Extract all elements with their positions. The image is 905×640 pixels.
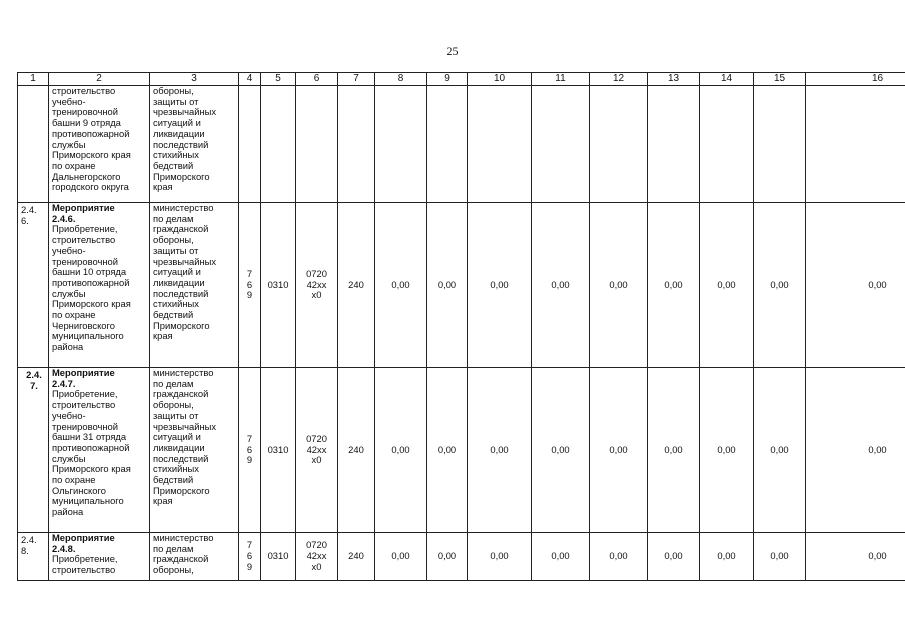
column-header-2: 2 bbox=[49, 73, 150, 86]
value-cell bbox=[532, 86, 590, 203]
value-cell bbox=[700, 533, 754, 581]
section-code bbox=[261, 368, 296, 533]
value-cell bbox=[427, 533, 468, 581]
executor bbox=[150, 368, 239, 533]
value-cell bbox=[700, 368, 754, 533]
row-code-text: 2.4. 8. bbox=[21, 534, 37, 556]
value-cell-text: 0,00 bbox=[664, 278, 683, 290]
value-cell-text: 0,00 bbox=[609, 550, 628, 562]
column-header-9: 9 bbox=[427, 73, 468, 86]
value-cell bbox=[806, 203, 905, 368]
executor-text: министерство по делам гражданской обороны, защиты от чрезвычайных ситуаций и ликвидации последствий стихийных бедствий Приморского края bbox=[153, 367, 217, 507]
value-cell-text: 0,00 bbox=[437, 550, 457, 562]
measure-text: Приобретение, строительство учебно- тренировочной башни 31 отряда противопожарной службы Приморского края по охране Ольгинского муниципального района bbox=[52, 388, 131, 518]
value-cell bbox=[590, 86, 648, 203]
value-cell bbox=[468, 203, 532, 368]
measure-description bbox=[49, 86, 150, 203]
row-code bbox=[18, 368, 49, 533]
measure-title: Мероприятие 2.4.6. bbox=[52, 202, 115, 224]
value-cell-text: 0,00 bbox=[490, 443, 509, 455]
value-cell-text: 0,00 bbox=[664, 443, 683, 455]
column-header-12: 12 bbox=[590, 73, 648, 86]
target-article-code bbox=[296, 368, 338, 533]
value-cell bbox=[375, 368, 427, 533]
value-cell-text: 0,00 bbox=[717, 278, 736, 290]
value-cell bbox=[700, 86, 754, 203]
value-cell bbox=[754, 86, 806, 203]
value-cell bbox=[700, 203, 754, 368]
value-cell bbox=[427, 368, 468, 533]
column-header-10: 10 bbox=[468, 73, 532, 86]
column-header-13: 13 bbox=[648, 73, 700, 86]
value-cell-text: 0,00 bbox=[609, 278, 628, 290]
grbs-code bbox=[239, 533, 261, 581]
section-code bbox=[261, 203, 296, 368]
value-cell-text: 0,00 bbox=[391, 278, 410, 290]
value-cell-text: 0,00 bbox=[437, 443, 457, 455]
value-cell bbox=[806, 533, 905, 581]
value-cell bbox=[590, 533, 648, 581]
value-cell bbox=[375, 533, 427, 581]
value-cell bbox=[375, 86, 427, 203]
value-cell bbox=[648, 203, 700, 368]
expense-type-code-text: 240 bbox=[348, 443, 364, 455]
value-cell-text: 0,00 bbox=[717, 550, 736, 562]
section-code bbox=[261, 533, 296, 581]
row-code bbox=[18, 86, 49, 203]
measure-description bbox=[49, 533, 150, 581]
value-cell bbox=[754, 203, 806, 368]
value-cell bbox=[427, 203, 468, 368]
target-article-code-text: 0720 42хх х0 bbox=[306, 267, 327, 301]
grbs-code bbox=[239, 368, 261, 533]
target-article-code-text: 0720 42хх х0 bbox=[306, 539, 327, 572]
target-article-code bbox=[296, 533, 338, 581]
executor-text: министерство по делам гражданской обороны, защиты от чрезвычайных ситуаций и ликвидации последствий стихийных бедствий Приморского края bbox=[153, 202, 217, 342]
column-header-7: 7 bbox=[338, 73, 375, 86]
target-article-code bbox=[296, 86, 338, 203]
expense-type-code bbox=[338, 86, 375, 203]
value-cell bbox=[468, 368, 532, 533]
column-header-11: 11 bbox=[532, 73, 590, 86]
grbs-code-text: 7 6 9 bbox=[246, 267, 253, 301]
header-row bbox=[18, 73, 905, 86]
executor-text: обороны, защиты от чрезвычайных ситуаций и ликвидации последствий стихийных бедствий Приморского края bbox=[153, 85, 217, 193]
row-code-text: 2.4. 6. bbox=[21, 204, 37, 226]
value-cell bbox=[468, 86, 532, 203]
expense-type-code bbox=[338, 533, 375, 581]
value-cell bbox=[532, 203, 590, 368]
table-row bbox=[18, 368, 905, 533]
value-cell-text: 0,00 bbox=[770, 550, 789, 562]
value-cell bbox=[648, 533, 700, 581]
value-cell bbox=[754, 533, 806, 581]
executor-text: министерство по делам гражданской обороны, bbox=[153, 532, 214, 576]
value-cell-text: 0,00 bbox=[664, 550, 683, 562]
column-header-6: 6 bbox=[296, 73, 338, 86]
value-cell-text: 0,00 bbox=[437, 278, 457, 290]
value-cell-text: 0,00 bbox=[609, 443, 628, 455]
value-cell-text: 0,00 bbox=[551, 278, 570, 290]
measure-title: Мероприятие 2.4.8. bbox=[52, 532, 115, 554]
section-code bbox=[261, 86, 296, 203]
grbs-code bbox=[239, 203, 261, 368]
executor bbox=[150, 203, 239, 368]
measure-text: строительство учебно- тренировочной башни 9 отряда противопожарной службы Приморского края по охране Дальнегорского городского округа bbox=[52, 85, 131, 193]
value-cell-text: 0,00 bbox=[551, 550, 570, 562]
value-cell-text: 0,00 bbox=[490, 278, 509, 290]
value-cell bbox=[590, 203, 648, 368]
grbs-code-text: 7 6 9 bbox=[246, 432, 253, 466]
column-header-15: 15 bbox=[754, 73, 806, 86]
section-code-text: 0310 bbox=[267, 278, 289, 290]
value-cell-text: 0,00 bbox=[391, 550, 410, 562]
value-cell bbox=[375, 203, 427, 368]
budget-table bbox=[17, 72, 905, 581]
value-cell-text: 0,00 bbox=[868, 278, 887, 290]
column-header-16: 16 bbox=[806, 73, 905, 86]
measure-title: Мероприятие 2.4.7. bbox=[52, 367, 115, 389]
value-cell-text: 0,00 bbox=[490, 550, 509, 562]
row-code bbox=[18, 203, 49, 368]
row-code-text: 2.4. 7. bbox=[26, 369, 42, 391]
measure-description bbox=[49, 368, 150, 533]
column-header-3: 3 bbox=[150, 73, 239, 86]
target-article-code-text: 0720 42хх х0 bbox=[306, 432, 327, 466]
value-cell bbox=[468, 533, 532, 581]
value-cell bbox=[806, 86, 905, 203]
column-header-8: 8 bbox=[375, 73, 427, 86]
value-cell-text: 0,00 bbox=[391, 443, 410, 455]
measure-description bbox=[49, 203, 150, 368]
grbs-code bbox=[239, 86, 261, 203]
measure-text: Приобретение, строительство bbox=[52, 553, 118, 576]
expense-type-code-text: 240 bbox=[348, 278, 364, 290]
executor bbox=[150, 86, 239, 203]
value-cell bbox=[532, 533, 590, 581]
measure-text: Приобретение, строительство учебно- тренировочной башни 10 отряда противопожарной службы Приморского края по охране Черниговского муниципального района bbox=[52, 223, 131, 353]
section-code-text: 0310 bbox=[267, 443, 289, 455]
value-cell bbox=[427, 86, 468, 203]
value-cell-text: 0,00 bbox=[868, 550, 887, 562]
value-cell-text: 0,00 bbox=[551, 443, 570, 455]
value-cell-text: 0,00 bbox=[717, 443, 736, 455]
value-cell bbox=[590, 368, 648, 533]
expense-type-code-text: 240 bbox=[348, 550, 364, 562]
expense-type-code bbox=[338, 368, 375, 533]
value-cell-text: 0,00 bbox=[770, 443, 789, 455]
table-row bbox=[18, 86, 905, 203]
page-number: 25 bbox=[446, 44, 459, 58]
value-cell bbox=[648, 368, 700, 533]
value-cell-text: 0,00 bbox=[770, 278, 789, 290]
value-cell bbox=[532, 368, 590, 533]
column-header-14: 14 bbox=[700, 73, 754, 86]
executor bbox=[150, 533, 239, 581]
table-row bbox=[18, 203, 905, 368]
column-header-4: 4 bbox=[239, 73, 261, 86]
target-article-code bbox=[296, 203, 338, 368]
column-header-5: 5 bbox=[261, 73, 296, 86]
expense-type-code bbox=[338, 203, 375, 368]
row-code bbox=[18, 533, 49, 581]
value-cell bbox=[648, 86, 700, 203]
value-cell-text: 0,00 bbox=[868, 443, 887, 455]
value-cell bbox=[754, 368, 806, 533]
value-cell bbox=[806, 368, 905, 533]
column-header-1: 1 bbox=[18, 73, 49, 86]
table-row bbox=[18, 533, 905, 581]
section-code-text: 0310 bbox=[267, 550, 289, 562]
grbs-code-text: 7 6 9 bbox=[246, 539, 253, 572]
